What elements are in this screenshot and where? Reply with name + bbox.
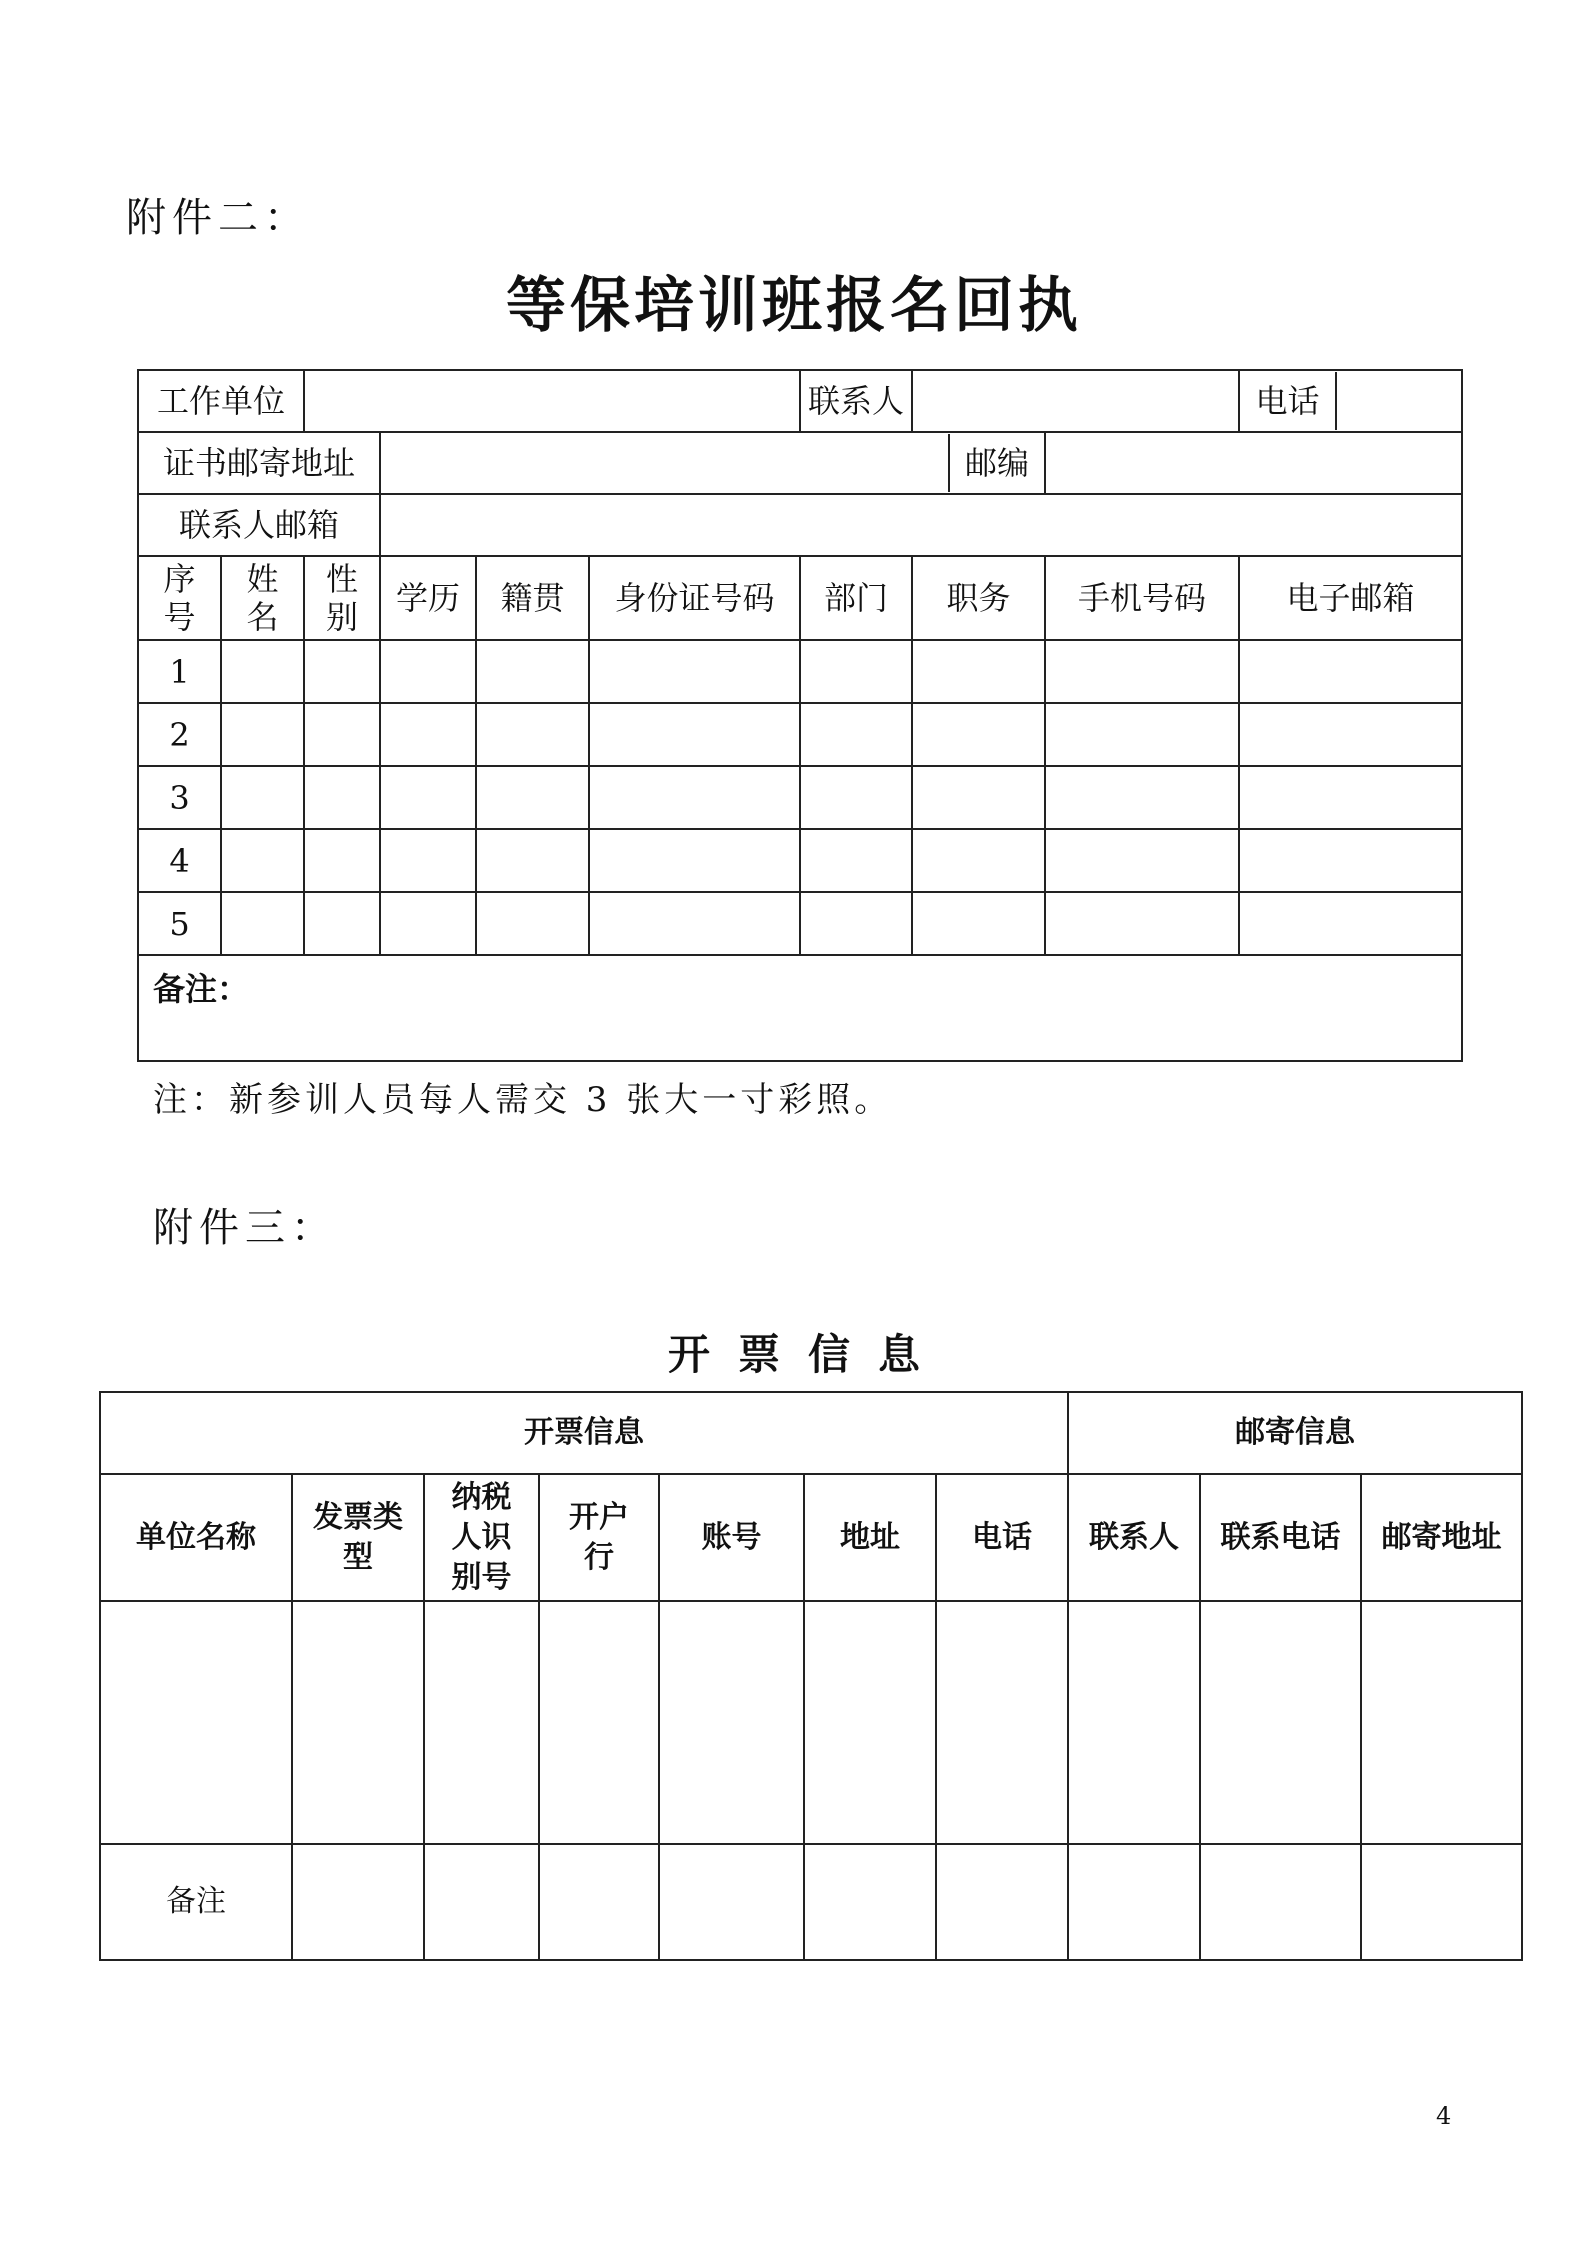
registration-form-title: 等保培训班报名回执 [506,271,1082,341]
table-row [138,766,1462,829]
remark-row [138,955,1462,1061]
label-certificate-address: 证书邮寄地址 [138,432,380,494]
attachment-3-label: 附件三： [153,1205,337,1251]
row-number: 4 [138,829,221,892]
row-number: 5 [138,892,221,955]
header-contact: 联系人 [1068,1474,1200,1601]
page-number: 4 [1436,2102,1452,2130]
note-text-before: 注：新参训人员每人需交 3 张 [153,1080,665,1120]
header-mobile: 手机号码 [1045,556,1239,640]
group-invoice-info: 开票信息 [100,1392,1068,1474]
header-address: 地址 [804,1474,936,1601]
form-row-address [138,432,1462,494]
field-phone[interactable] [1337,372,1461,430]
attachment-2-label: 附件二： [126,195,310,241]
invoice-header-row [100,1474,1522,1601]
form-header-row [138,556,1462,640]
row-number: 1 [138,640,221,703]
invoice-info-title: 开票信息 [667,1330,948,1379]
field-contact-person[interactable] [912,370,1239,432]
header-phone: 电话 [936,1474,1068,1601]
registration-form-table [137,369,1463,1062]
table-row [138,703,1462,766]
header-unit-name: 单位名称 [100,1474,292,1601]
row-number: 3 [138,766,221,829]
header-name: 姓名 [221,556,304,640]
header-native-place: 籍贯 [476,556,589,640]
invoice-info-table [99,1391,1523,1961]
header-taxpayer-id: 纳税人识别号 [424,1474,539,1601]
form-row-email [138,494,1462,556]
header-position: 职务 [912,556,1045,640]
invoice-group-row [100,1392,1522,1474]
remark-label[interactable]: 备注： [138,955,1462,1061]
group-mailing-info: 邮寄信息 [1068,1392,1522,1474]
form-row-unit [138,370,1462,432]
field-work-unit[interactable] [304,370,800,432]
label-contact-person: 联系人 [800,370,912,432]
header-index: 序号 [138,556,221,640]
field-contact-email[interactable] [380,494,1462,556]
header-id-number: 身份证号码 [589,556,800,640]
invoice-data-row [100,1601,1522,1844]
field-certificate-address[interactable] [380,432,1045,494]
header-email: 电子邮箱 [1239,556,1462,640]
header-account: 账号 [659,1474,804,1601]
header-education: 学历 [380,556,476,640]
header-gender: 性别 [304,556,380,640]
field-zip[interactable] [1045,432,1462,494]
note-text-emphasis: 大一寸 [664,1080,779,1120]
header-bank: 开户行 [539,1474,659,1601]
note-text-after: 彩照。 [778,1080,893,1120]
label-work-unit: 工作单位 [138,370,304,432]
header-department: 部门 [800,556,912,640]
header-contact-phone: 联系电话 [1200,1474,1361,1601]
table-row [138,829,1462,892]
table-row [138,892,1462,955]
header-invoice-type: 发票类型 [292,1474,424,1601]
invoice-remark-row [100,1844,1522,1960]
row-number: 2 [138,703,221,766]
header-mail-address: 邮寄地址 [1361,1474,1522,1601]
phone-cell [1239,370,1462,432]
photo-note [153,1072,892,1121]
label-zip: 邮编 [948,434,1044,492]
label-phone: 电话 [1240,372,1337,430]
table-row [138,640,1462,703]
label-contact-email: 联系人邮箱 [138,494,380,556]
invoice-remark-label: 备注 [100,1844,292,1960]
